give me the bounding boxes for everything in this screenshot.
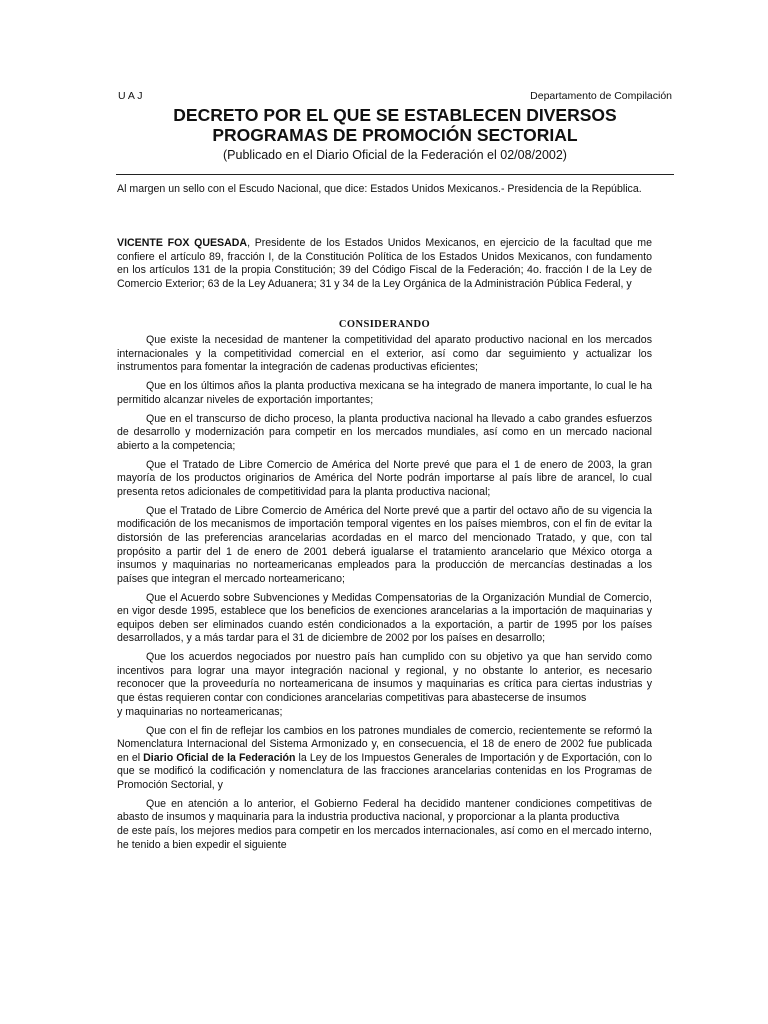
preamble [117,237,652,291]
diario-oficial-bold: Diario Oficial de la Federación [143,751,296,764]
considerando-paragraph: Que en los últimos años la planta productiva mexicana se ha integrado de manera importante, lo cual le ha permitido alcanzar niveles de exportación importantes; [117,380,652,406]
considerando-paragraph [117,725,652,793]
title-line-1: DECRETO POR EL QUE SE ESTABLECEN DIVERSOS [173,105,617,125]
considerando-continuation: de este país, los mejores medios para competir en los mercados internacionales, así como en el mercado interno, he tenido a bien expedir el siguiente [117,824,652,851]
considerando-paragraph: Que los acuerdos negociados por nuestro país han cumplido con su objetivo ya que han servido como incentivos para lograr una mayor integración nacional y regional, y no obstante lo anterior, es necesario reconocer que la proveeduría no norteamericana de insumos y maquinarias es crítica para ciertas industrias y que éstas requieren contar con condiciones arancelarias competitivas para abastecerse de insumos [117,651,652,705]
considerandos-list [117,334,652,857]
margin-note: Al margen un sello con el Escudo Nacional, que dice: Estados Unidos Mexicanos.- Presidencia de la República. [117,183,642,195]
header-right: Departamento de Compilación [530,90,672,102]
considerando-paragraph: Que el Tratado de Libre Comercio de América del Norte prevé que a partir del octavo año de su vigencia la modificación de los mecanismos de importación temporal vigentes en los países miembros, con el fin de evitar la distorsión de las preferencias arancelarias acordadas en el marco del mencionado Tratado, y que, con tal propósito a partir del 1 de enero de 2001 deberá igualarse el tratamiento arancelario que México otorga a insumos y maquinarias no norteamericanas empleados para la producción de mercancías destinadas a los países que integran el mercado norteamericano; [117,504,652,585]
considerando-paragraph: Que en atención a lo anterior, el Gobierno Federal ha decidido mantener condiciones competitivas de abasto de insumos y maquinaria para la industria productiva nacional, y proporcionar a la planta productiva [117,797,652,824]
page-header [118,90,672,102]
section-heading: CONSIDERANDO [338,319,431,330]
considerando-paragraph: Que en el transcurso de dicho proceso, la planta productiva nacional ha llevado a cabo grandes esfuerzos de desarrollo y modernización para competir en los mercados mundiales, así como en un mercado nacional abierto a la competencia; [117,412,652,452]
considerando-paragraph: Que el Tratado de Libre Comercio de América del Norte prevé que para el 1 de enero de 2003, la gran mayoría de los productos originarios de América del Norte podrán importarse al país libre de arancel, lo cual presenta retos adicionales de competitividad para la planta productiva nacional; [117,458,652,498]
preamble-name: VICENTE FOX QUESADA [117,237,248,249]
considerando-text: Que con el fin de reflejar los cambios en los patrones mundiales de comercio, recientemente se reformó la Nomenclatura Internacional del Sistema Armonizado y, en consecuencia, el 18 de enero de 2002 fue publicada en el [117,724,652,764]
header-left: U A J [118,90,143,102]
document-title [118,105,672,145]
considerando-paragraph: Que existe la necesidad de mantener la competitividad del aparato productivo nacional en los mercados internacionales y la competitividad comercial en el exterior, así como dar seguimiento y actualizar los instrumentos para fomentar la integración de cadenas productivas eficientes; [117,334,652,374]
title-line-2: PROGRAMAS DE PROMOCIÓN SECTORIAL [212,125,578,145]
considerando-continuation: y maquinarias no norteamericanas; [117,705,283,718]
considerando-paragraph: Que el Acuerdo sobre Subvenciones y Medidas Compensatorias de la Organización Mundial de Comercio, en vigor desde 1995, establece que los beneficios de exenciones arancelarias a la importación de maquinarias y equipos deben ser eliminados cuando estén condicionados a la exportación, a partir de 1995 por los países desarrollados, y a más tardar para el 31 de diciembre de 2002 por los países en desarrollo; [117,591,652,645]
publication-note: (Publicado en el Diario Oficial de la Federación el 02/08/2002) [223,148,567,162]
divider [116,174,674,175]
considerando-text: la Ley de los Impuestos Generales de Importación y de Exportación, con lo que se modificó la codificación y nomenclatura de las fracciones arancelarias contenidas en los Programas de Promoción Sectorial, y [117,751,652,791]
preamble-text: , Presidente de los Estados Unidos Mexicanos, en ejercicio de la facultad que me confiere el artículo 89, fracción I, de la Constitución Política de los Estados Unidos Mexicanos, con fundamento en los artículos 131 de la propia Constitución; 39 del Código Fiscal de la Federación; 4o. fracción I de la Ley de Comercio Exterior; 63 de la Ley Aduanera; 31 y 34 de la Ley Orgánica de la Administración Pública Federal, y [117,237,652,290]
